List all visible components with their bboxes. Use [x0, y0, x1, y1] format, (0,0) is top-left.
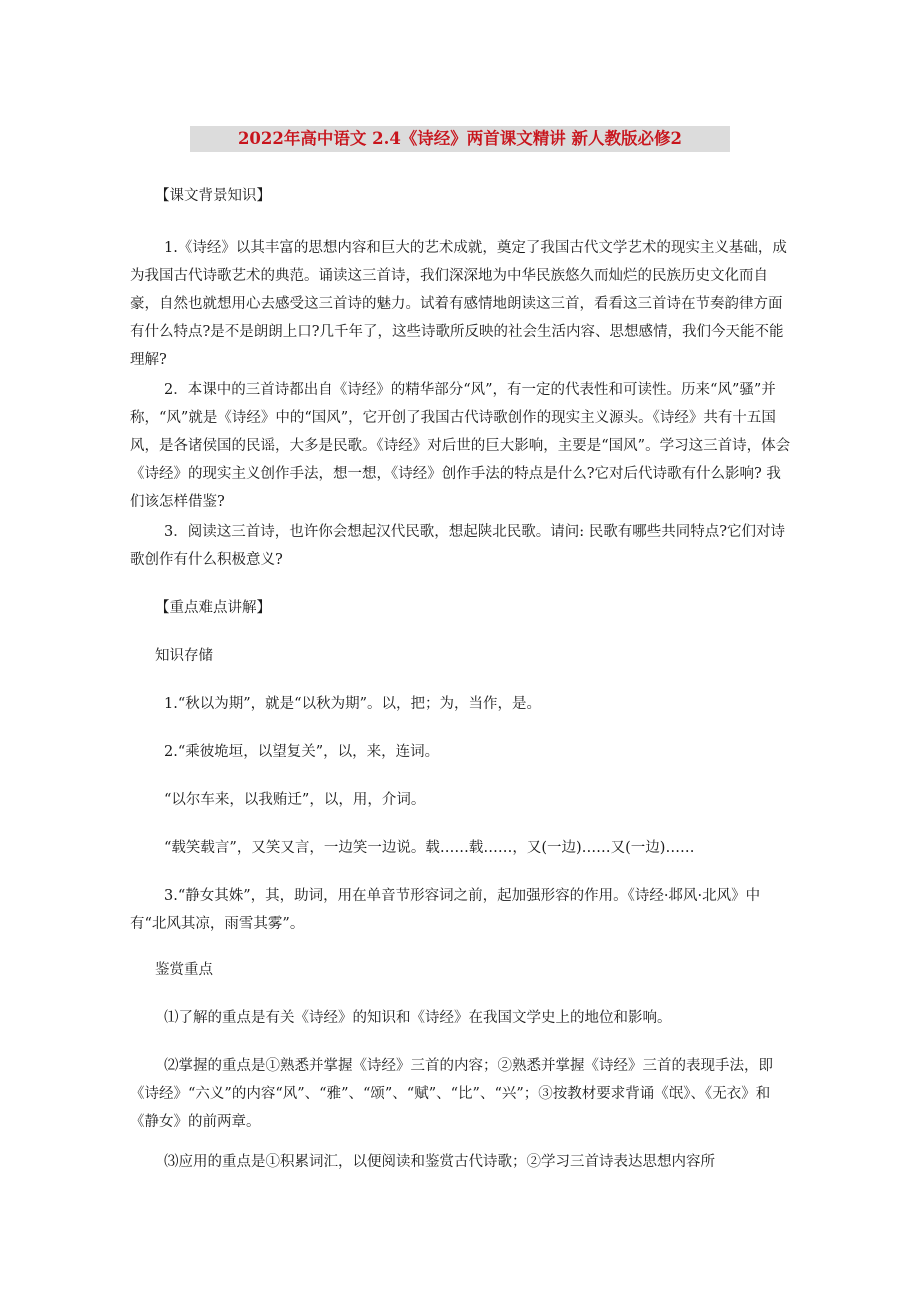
document-title: 2022年高中语文 2.4《诗经》两首课文精讲 新人教版必修2: [190, 126, 730, 152]
knowledge-item-3: 3.“静女其姝”，其，助词，用在单音节形容词之前，起加强形容的作用。《诗经·邶风·北风》中有“北风其凉，雨雪其雾”。: [130, 888, 761, 932]
appreciation-item-2: ⑵掌握的重点是①熟悉并掌握《诗经》三首的内容；②熟悉并掌握《诗经》三首的表现手法，即《诗经》“六义”的内容“风”、“雅”、“颂”、“赋”、“比”、“兴”；③按教材要求背诵《氓》、《无衣》和《静女》的前两章。: [130, 1058, 773, 1130]
subheading-knowledge: 知识存储: [155, 648, 213, 664]
paragraph-bg-1: 1.《诗经》以其丰富的思想内容和巨大的艺术成就，奠定了我国古代文学艺术的现实主义基础，成为我国古代诗歌艺术的典范。诵读这三首诗，我们深深地为中华民族悠久而灿烂的民族历史文化而自豪，自然也就想用心去感受这三首诗的魅力。试着有感情地朗读这三首，看看这三首诗在节奏韵律方面有什么特点?是不是朗朗上口?几千年了，这些诗歌所反映的社会生活内容、思想感情，我们今天能不能理解?: [130, 240, 787, 368]
knowledge-item-2b: “以尔车来，以我贿迁”，以，用，介词。: [164, 792, 426, 808]
section-heading-background: 【课文背景知识】: [155, 188, 271, 204]
subheading-appreciation: 鉴赏重点: [155, 962, 213, 978]
appreciation-item-3: ⑶应用的重点是①积累词汇，以便阅读和鉴赏古代诗歌；②学习三首诗表达思想内容所: [164, 1154, 715, 1170]
paragraph-bg-3: 3．阅读这三首诗，也许你会想起汉代民歌，想起陕北民歌。请问: 民歌有哪些共同特点?它们对诗歌创作有什么积极意义?: [130, 524, 785, 568]
knowledge-item-2c: “载笑载言”，又笑又言，一边笑一边说。载……载……，又(一边)……又(一边)……: [164, 840, 695, 856]
knowledge-item-1: 1.“秋以为期”，就是“以秋为期”。以，把；为，当作，是。: [164, 696, 541, 712]
paragraph-bg-2: 2．本课中的三首诗都出自《诗经》的精华部分“风”，有一定的代表性和可读性。历来“风”骚”并称，“风”就是《诗经》中的“国风”，它开创了我国古代诗歌创作的现实主义源头。《诗经》共有十五国风，是各诸侯国的民谣，大多是民歌。《诗经》对后世的巨大影响，主要是“国风”。学习这三首诗，体会《诗经》的现实主义创作手法，想一想，《诗经》创作手法的特点是什么?它对后代诗歌有什么影响? 我们该怎样借鉴?: [130, 382, 791, 510]
knowledge-item-2: 2.“乘彼垝垣，以望复关”，以，来，连词。: [164, 744, 440, 760]
section-heading-key-points: 【重点难点讲解】: [155, 600, 271, 616]
appreciation-item-1: ⑴了解的重点是有关《诗经》的知识和《诗经》在我国文学史上的地位和影响。: [164, 1010, 672, 1026]
